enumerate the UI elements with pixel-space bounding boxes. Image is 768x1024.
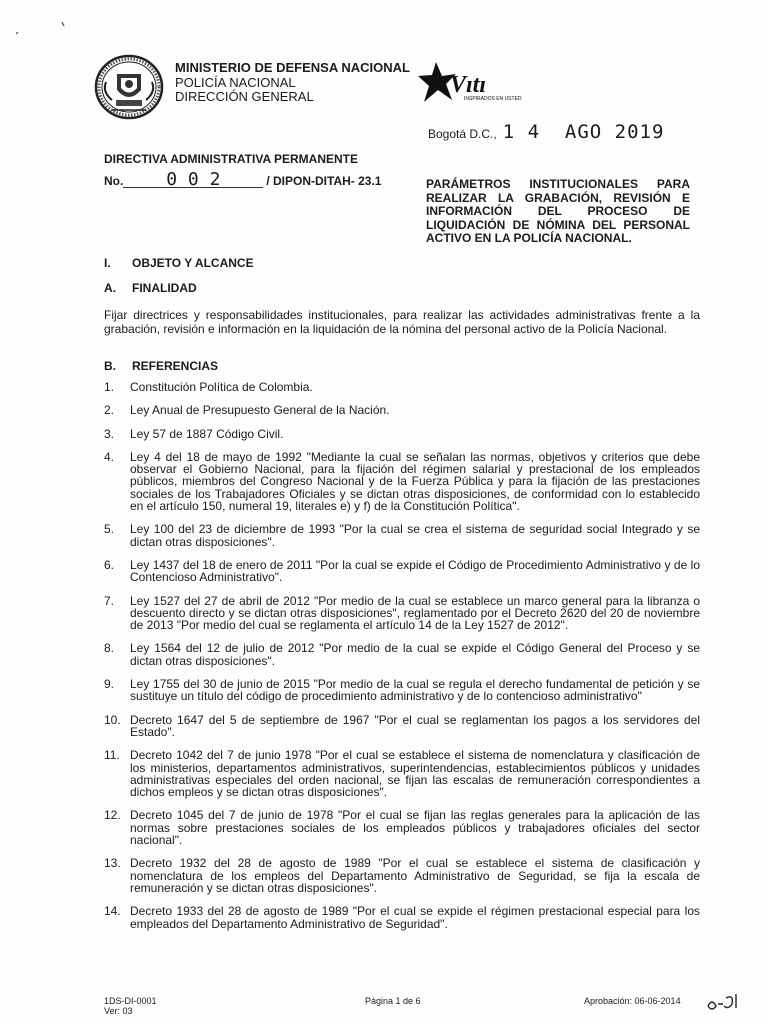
logo-text: Vıtı — [450, 72, 487, 98]
section-title: FINALIDAD — [132, 281, 197, 295]
reference-number: 14. — [104, 904, 121, 919]
date-stamp: 1 4 AGO 2019 — [502, 121, 665, 143]
reference-number: 2. — [104, 403, 115, 418]
reference-number: 7. — [104, 593, 115, 608]
date-city: Bogotá D.C., — [428, 127, 497, 141]
reference-text: Ley 57 de 1887 Código Civil. — [130, 426, 284, 441]
reference-text: Ley 1564 del 12 de julio de 2012 "Por medio de la cual se expide el Código General del Proceso y se dictan otras disposiciones". — [130, 641, 700, 668]
footer-page: Página 1 de 6 — [365, 996, 421, 1006]
reference-text: Ley 100 del 23 de diciembre de 1993 "Por la cual se crea el sistema de seguridad social Integrado y se dictan otras disposiciones". — [130, 522, 700, 549]
reference-text: Constitución Política de Colombia. — [130, 380, 313, 394]
directive-subject: PARÁMETROS INSTITUCIONALES PARA REALIZAR LA GRABACIÓN, REVISIÓN E INFORMACIÓN DEL PROCESO DE LIQUIDACIÓN DE NÓMINA DEL PERSONAL ACTIVO EN LA POLICÍA NACIONAL. — [426, 177, 690, 246]
reference-text: Decreto 1933 del 28 de agosto de 1989 "Por el cual se expide el régimen prestacional especial para los empleados del Departamento Administrativo de Seguridad". — [130, 904, 700, 931]
scan-marks — [14, 18, 74, 38]
directive-title: DIRECTIVA ADMINISTRATIVA PERMANENTE — [104, 152, 358, 166]
reference-number: 11. — [104, 748, 120, 763]
reference-item — [104, 523, 700, 548]
reference-number: 8. — [104, 641, 115, 656]
footer-code: 1DS-DI-0001 — [104, 996, 157, 1006]
reference-number: 1. — [104, 380, 115, 394]
reference-number: 4. — [104, 449, 115, 464]
reference-text: Ley 1527 del 27 de abril de 2012 "Por medio de la cual se establece un marco general para la libranza o descuento directo y se dictan otras disposiciones", reglamentado por el Decreto 2620 del 20 de noviembre de 2013 "Por medio del cual se reglamenta el artículo 14 de la Ley 1527 de 2012". — [130, 593, 700, 633]
viti-logo-icon — [418, 58, 524, 108]
document-date — [428, 121, 664, 143]
reference-item — [104, 678, 700, 703]
reference-item — [104, 404, 700, 416]
directive-no-label: No. — [104, 174, 124, 188]
references-list — [104, 381, 700, 941]
section-referencias — [104, 359, 218, 373]
section-number: I. — [104, 256, 111, 270]
reference-item — [104, 595, 700, 632]
logo-subtext: INSPIRADOS EN USTED — [464, 96, 522, 102]
reference-number: 13. — [104, 856, 121, 871]
reference-number: 12. — [104, 808, 121, 823]
handwritten-annotation-icon — [704, 990, 746, 1014]
reference-item — [104, 642, 700, 667]
reference-number: 6. — [104, 557, 115, 572]
reference-item — [104, 809, 700, 846]
footer-code-block — [104, 996, 157, 1016]
header-organization — [175, 61, 410, 105]
reference-text: Decreto 1647 del 5 de septiembre de 1967 "Por el cual se reglamentan los pagos a los servidores del Estado". — [130, 712, 700, 739]
footer-version: Ver: 03 — [104, 1006, 133, 1016]
section-objeto — [104, 256, 254, 270]
directive-number: 0 0 2 — [123, 173, 263, 188]
police-seal-icon — [92, 52, 166, 122]
reference-number: 9. — [104, 677, 115, 692]
directive-number-line — [104, 169, 382, 190]
reference-text: Decreto 1932 del 28 de agosto de 1989 "Por el cual se establece el sistema de clasificación y nomenclatura de los empleos del Departamento Administrativo de Seguridad, se fija la escala de remuneración y se dictan otras disposiciones". — [130, 856, 700, 895]
reference-item — [104, 428, 700, 440]
reference-number: 10. — [104, 712, 121, 727]
reference-text: Ley 1437 del 18 de enero de 2011 "Por la cual se expide el Código de Procedimiento Administrativo y de lo Contencioso Administrativo". — [130, 557, 700, 585]
reference-text: Decreto 1042 del 7 de junio 1978 "Por el cual se establece el sistema de nomenclatura y clasificación de los ministerios, departamentos administrativos, superintendencias, establecimientos públicos y unidades administrativas especiales del orden nacional, se fijan las escalas de remuneración correspondientes a dichos empleos y se dictan otras disposiciones". — [130, 748, 700, 800]
reference-item — [104, 857, 700, 894]
reference-item — [104, 381, 700, 393]
reference-number: 3. — [104, 426, 115, 441]
reference-item — [104, 559, 700, 584]
reference-item — [104, 451, 700, 512]
reference-item — [104, 749, 700, 798]
ministry-name: MINISTERIO DE DEFENSA NACIONAL — [175, 60, 410, 75]
reference-text: Ley Anual de Presupuesto General de la Nación. — [130, 403, 390, 418]
reference-text: Ley 1755 del 30 de junio de 2015 "Por medio de la cual se regula el derecho fundamental de petición y se sustituye un título del código de procedimiento administrativo y de lo contencioso administrativo" — [130, 677, 700, 704]
direction-name: DIRECCIÓN GENERAL — [175, 89, 314, 104]
reference-item — [104, 714, 700, 739]
section-finalidad — [104, 281, 197, 295]
reference-number: 5. — [104, 522, 115, 537]
police-name: POLICÍA NACIONAL — [175, 74, 296, 90]
reference-text: Ley 4 del 18 de mayo de 1992 "Mediante la cual se señalan las normas, objetivos y criterios que debe observar el Gobierno Nacional, para la fijación del régimen salarial y prestacional de los empleados públicos, miembros del Congreso Nacional y de la Fuerza Pública y para la fijación de las prestaciones sociales de los Trabajadores Oficiales y se dictan otras disposiciones, de conformidad con lo establecido en el artículo 150, numeral 19, literales e) y f) de la Constitución Política". — [130, 449, 700, 514]
section-title: OBJETO Y ALCANCE — [132, 256, 254, 270]
section-title: REFERENCIAS — [132, 359, 219, 373]
reference-item — [104, 905, 700, 930]
section-letter: A. — [104, 281, 116, 295]
finalidad-text: Fijar directrices y responsabilidades institucionales, para realizar las actividades administrativas frente a la grabación, revisión e información en la liquidación de la nómina del personal activo de la Policía Nacional. — [104, 308, 700, 336]
section-letter: B. — [104, 359, 116, 373]
directive-suffix: / DIPON-DITAH- 23.1 — [266, 174, 382, 188]
footer-approval: Aprobación: 06-06-2014 — [584, 996, 681, 1006]
reference-text: Decreto 1045 del 7 de junio de 1978 "Por el cual se fijan las reglas generales para la aplicación de las normas sobre prestaciones sociales de los empleados públicos y trabajadores oficiales del sector nacional". — [130, 808, 700, 848]
